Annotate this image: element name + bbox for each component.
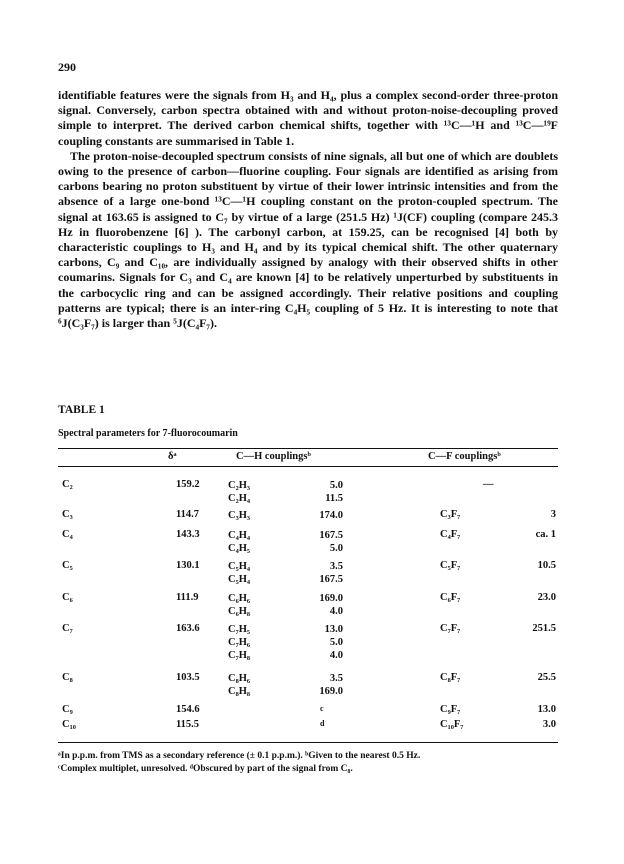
ch-coupling-values xyxy=(313,479,343,505)
ch-coupling-pair: C₅H₄ xyxy=(228,574,251,585)
ch-coupling-pair: C₈H₈ xyxy=(228,686,251,697)
footnote-marker: d xyxy=(320,719,325,728)
cf-coupling-value: 23.0 xyxy=(537,592,556,603)
ch-coupling-values xyxy=(313,623,343,662)
cf-coupling-pair: C₆F₇ xyxy=(440,592,461,603)
no-coupling-dash: — xyxy=(483,479,494,490)
ch-coupling-value: 13.0 xyxy=(324,624,343,635)
ch-coupling-value: 5.0 xyxy=(329,637,343,648)
carbon-atom: C₄ xyxy=(62,529,73,540)
chemical-shift: 114.7 xyxy=(176,509,200,520)
footnote-2: ᶜComplex multiplet, unresolved. ᵈObscured by part of the signal from C₈. xyxy=(58,764,353,774)
table-caption: Spectral parameters for 7-fluorocoumarin xyxy=(58,428,238,439)
carbon-atom: C₇ xyxy=(62,623,73,634)
ch-coupling-values xyxy=(313,592,343,618)
ch-coupling-values xyxy=(313,672,343,698)
chemical-shift: 130.1 xyxy=(176,560,200,571)
cf-coupling-value: ca. 1 xyxy=(535,529,556,540)
ch-coupling-values xyxy=(313,529,343,555)
chemical-shift: 103.5 xyxy=(176,672,200,683)
carbon-atom: C₉ xyxy=(62,704,73,715)
ch-coupling-list xyxy=(228,529,250,555)
cf-coupling-value: 10.5 xyxy=(537,560,556,571)
cf-coupling-value: 251.5 xyxy=(532,623,556,634)
ch-coupling-pair: C₇H₆ xyxy=(228,637,251,648)
cf-coupling-pair: C₉F₇ xyxy=(440,704,461,715)
carbon-atom: C₆ xyxy=(62,592,73,603)
ch-coupling-value: 169.0 xyxy=(319,593,343,604)
cf-coupling-pair: C₃F₇ xyxy=(440,509,461,520)
ch-coupling-value: 11.5 xyxy=(325,493,343,504)
footnote-marker: c xyxy=(320,704,324,713)
ch-coupling-list xyxy=(228,623,250,662)
ch-coupling-pair: C₅H₄ xyxy=(228,561,251,572)
paragraph-1: identifiable features were the signals from H₃ and H₄, plus a complex second-order three-proton signal. Conversely, carbon spectra obtained with and without proton-noise-decoupling proved simple to interpret. The derived carbon chemical shifts, together with ¹³C—¹H and ¹³C—¹⁹F coupling constants are summarised in Table 1. xyxy=(58,88,558,148)
ch-coupling-pair: C₄H₄ xyxy=(228,530,251,541)
ch-coupling-pair: C₆H₈ xyxy=(228,606,251,617)
header-ch-couplings: C—H couplingsᵇ xyxy=(236,451,311,462)
header-shift: δᵃ xyxy=(168,451,177,462)
ch-coupling-values xyxy=(313,560,343,586)
chemical-shift: 111.9 xyxy=(176,592,199,603)
ch-coupling-value: 167.5 xyxy=(319,574,343,585)
cf-coupling-value: 3 xyxy=(550,509,556,520)
cf-coupling-pair: C₅F₇ xyxy=(440,560,461,571)
table-bottom-rule xyxy=(58,742,558,743)
ch-coupling-value: 5.0 xyxy=(329,480,343,491)
ch-coupling-value: 169.0 xyxy=(319,686,343,697)
ch-coupling-list xyxy=(228,672,250,698)
page-number: 290 xyxy=(58,60,76,74)
chemical-shift: 159.2 xyxy=(176,479,200,490)
ch-coupling-pair: C₆H₆ xyxy=(228,593,251,604)
table-top-rule xyxy=(58,448,558,449)
ch-coupling-value: 4.0 xyxy=(329,606,343,617)
carbon-atom: C₅ xyxy=(62,560,73,571)
ch-coupling-value: 167.5 xyxy=(319,530,343,541)
chemical-shift: 154.6 xyxy=(176,704,200,715)
paragraph-2: The proton-noise-decoupled spectrum consists of nine signals, all but one of which are doublets owing to the presence of carbon—fluorine coupling. Four signals are identified as arising from carbons bearing no proton substituent by virtue of their lower intrinsic intensities and from the absence of a large one-bond ¹³C—¹H coupling constant on the proton-coupled spectrum. The signal at 163.65 is assigned to C₇ by virtue of a large (251.5 Hz) ¹J(CF) coupling (compare 245.3 Hz in fluorobenzene [6] ). The carbonyl carbon, at 159.25, can be recognised [4] both by characteristic couplings to H₃ and H₄ and by its typical chemical shift. The other quaternary carbons, C₉ and C₁₀, are individually assigned by analogy with their observed shifts in other coumarins. Signals for C₃ and C₄ are known [4] to be relatively unperturbed by substituents in the carbocyclic ring and can be assigned accordingly. Their relative positions and coupling patterns are typical; there is an inter-ring C₄H₅ coupling of 5 Hz. It is interesting to note that ⁶J(C₃F₇) is larger than ⁵J(C₄F₇). xyxy=(58,148,558,331)
body-text xyxy=(58,88,558,331)
ch-coupling-values xyxy=(313,509,343,522)
carbon-atom: C₈ xyxy=(62,672,73,683)
carbon-atom: C₂ xyxy=(62,479,73,490)
chemical-shift: 115.5 xyxy=(176,719,200,730)
table-header-rule xyxy=(58,466,558,467)
carbon-atom: C₃ xyxy=(62,509,73,520)
footnote-1: ᵃIn p.p.m. from TMS as a secondary reference (± 0.1 p.p.m.). ᵇGiven to the nearest 0.5 Hz. xyxy=(58,751,421,761)
chemical-shift: 143.3 xyxy=(176,529,200,540)
carbon-atom: C₁₀ xyxy=(62,719,76,730)
cf-coupling-pair: C₁₀F₇ xyxy=(440,719,464,730)
cf-coupling-value: 3.0 xyxy=(542,719,556,730)
cf-coupling-pair: C₇F₇ xyxy=(440,623,461,634)
ch-coupling-pair: C₂H₄ xyxy=(228,493,251,504)
cf-coupling-value: 25.5 xyxy=(537,672,556,683)
header-cf-couplings: C—F couplingsᵇ xyxy=(428,451,501,462)
cf-coupling-value: 13.0 xyxy=(537,704,556,715)
ch-coupling-list xyxy=(228,560,250,586)
ch-coupling-value: 3.5 xyxy=(329,561,343,572)
ch-coupling-list xyxy=(228,479,250,505)
ch-coupling-value: 5.0 xyxy=(329,543,343,554)
ch-coupling-pair: C₃H₃ xyxy=(228,510,251,521)
ch-coupling-pair: C₂H₃ xyxy=(228,480,251,491)
ch-coupling-value: 3.5 xyxy=(329,673,343,684)
footnotes xyxy=(58,750,568,776)
table-label: TABLE 1 xyxy=(58,404,105,416)
ch-coupling-pair: C₇H₅ xyxy=(228,624,251,635)
chemical-shift: 163.6 xyxy=(176,623,200,634)
ch-coupling-value: 4.0 xyxy=(329,650,343,661)
ch-coupling-list xyxy=(228,509,250,522)
cf-coupling-pair: C₈F₇ xyxy=(440,672,461,683)
ch-coupling-pair: C₈H₆ xyxy=(228,673,251,684)
ch-coupling-list xyxy=(228,592,250,618)
ch-coupling-pair: C₄H₅ xyxy=(228,543,251,554)
ch-coupling-value: 174.0 xyxy=(319,510,343,521)
ch-coupling-pair: C₇H₈ xyxy=(228,650,251,661)
cf-coupling-pair: C₄F₇ xyxy=(440,529,461,540)
